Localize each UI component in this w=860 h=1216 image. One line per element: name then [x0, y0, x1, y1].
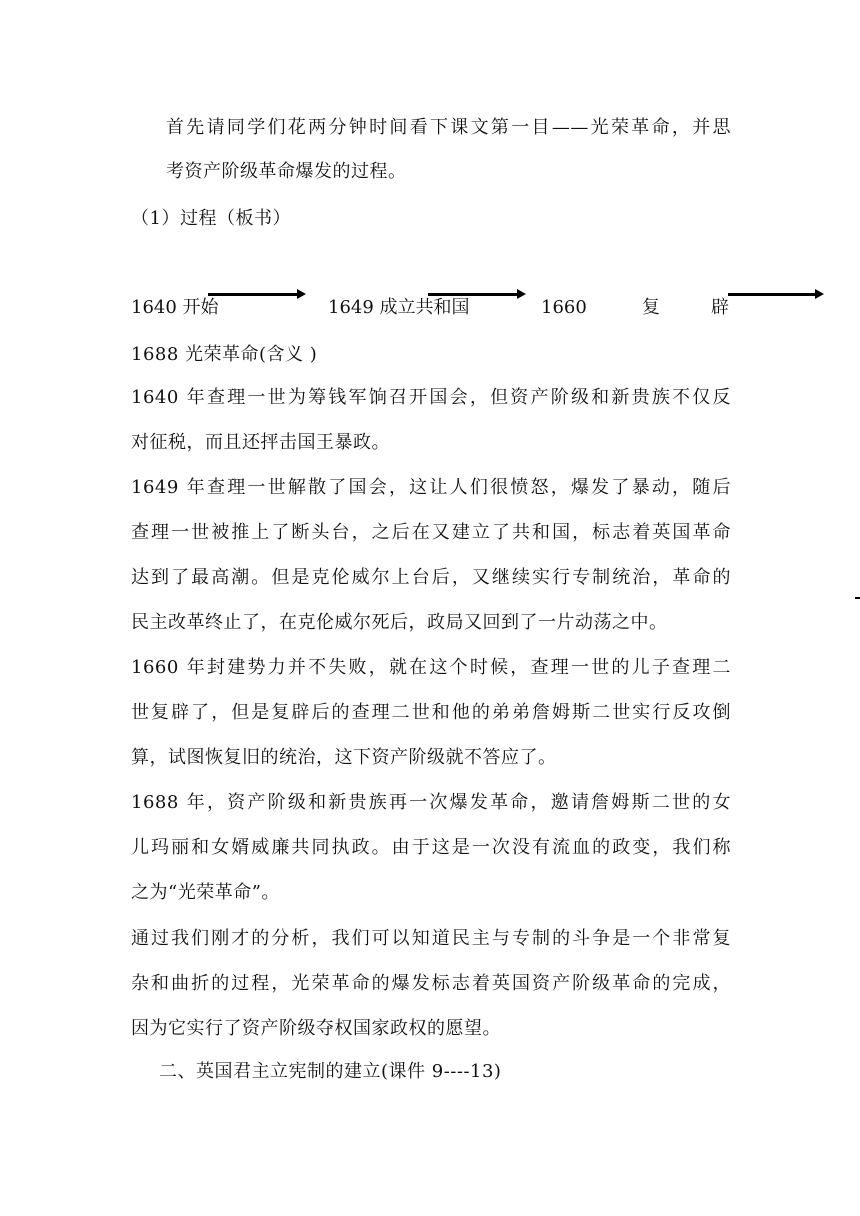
- timeline-restoration-char-1: 复: [642, 297, 660, 318]
- paragraph-1688-line: 儿玛丽和女婿威廉共同执政。由于这是一次没有流血的政变，我们称: [131, 837, 731, 858]
- summary-line: 杂和曲折的过程，光荣革命的爆发标志着英国资产阶级革命的完成，: [131, 973, 731, 994]
- paragraph-1640-line: 1640 年查理一世为筹钱军饷召开国会，但资产阶级和新贵族不仅反: [131, 387, 731, 408]
- paragraph-1660-line: 1660 年封建势力并不失败，就在这个时候，查理一世的儿子查理二: [131, 657, 731, 678]
- timeline-1649: 1649 成立共和国: [328, 297, 470, 318]
- timeline-arrow: [428, 293, 520, 296]
- margin-mark: [855, 597, 860, 599]
- paragraph-1640-line: 对征税，而且还抨击国王暴政。: [131, 432, 390, 453]
- intro-line-1: 首先请同学们花两分钟时间看下课文第一目——光荣革命，并思: [166, 117, 731, 138]
- summary-line: 通过我们刚才的分析，我们可以知道民主与专制的斗争是一个非常复: [131, 928, 731, 949]
- intro-line-2: 考资产阶级革命爆发的过程。: [166, 161, 407, 182]
- paragraph-1688-line: 1688 年，资产阶级和新贵族再一次爆发革命，邀请詹姆斯二世的女: [131, 792, 731, 813]
- glorious-revolution-line: 1688 光荣革命(含义 ): [131, 344, 318, 365]
- timeline-restoration-char-2: 辟: [711, 297, 729, 318]
- paragraph-1649-line: 1649 年查理一世解散了国会，这让人们很愤怒，爆发了暴动，随后: [131, 477, 731, 498]
- timeline-1640: 1640 开始: [131, 297, 219, 318]
- paragraph-1649-line: 达到了最高潮。但是克伦威尔上台后，又继续实行专制统治，革命的: [131, 567, 731, 588]
- timeline-arrow: [208, 293, 300, 296]
- paragraph-1660-line: 世复辟了，但是复辟后的查理二世和他的弟弟詹姆斯二世实行反攻倒: [131, 702, 731, 723]
- paragraph-1660-line: 算，试图恢复旧的统治，这下资产阶级就不答应了。: [131, 747, 557, 768]
- section-2-heading: 二、英国君主立宪制的建立(课件 9----13): [159, 1061, 502, 1082]
- summary-line: 因为它实行了资产阶级夺权国家政权的愿望。: [131, 1018, 501, 1039]
- paragraph-1649-line: 民主改革终止了，在克伦威尔死后，政局又回到了一片动荡之中。: [131, 612, 668, 633]
- paragraph-1688-line: 之为“光荣革命”。: [131, 882, 280, 903]
- timeline-arrow: [728, 293, 818, 296]
- timeline-1660: 1660: [541, 297, 587, 318]
- process-heading: （1）过程（板书）: [131, 208, 291, 229]
- paragraph-1649-line: 查理一世被推上了断头台，之后在又建立了共和国，标志着英国革命: [131, 522, 731, 543]
